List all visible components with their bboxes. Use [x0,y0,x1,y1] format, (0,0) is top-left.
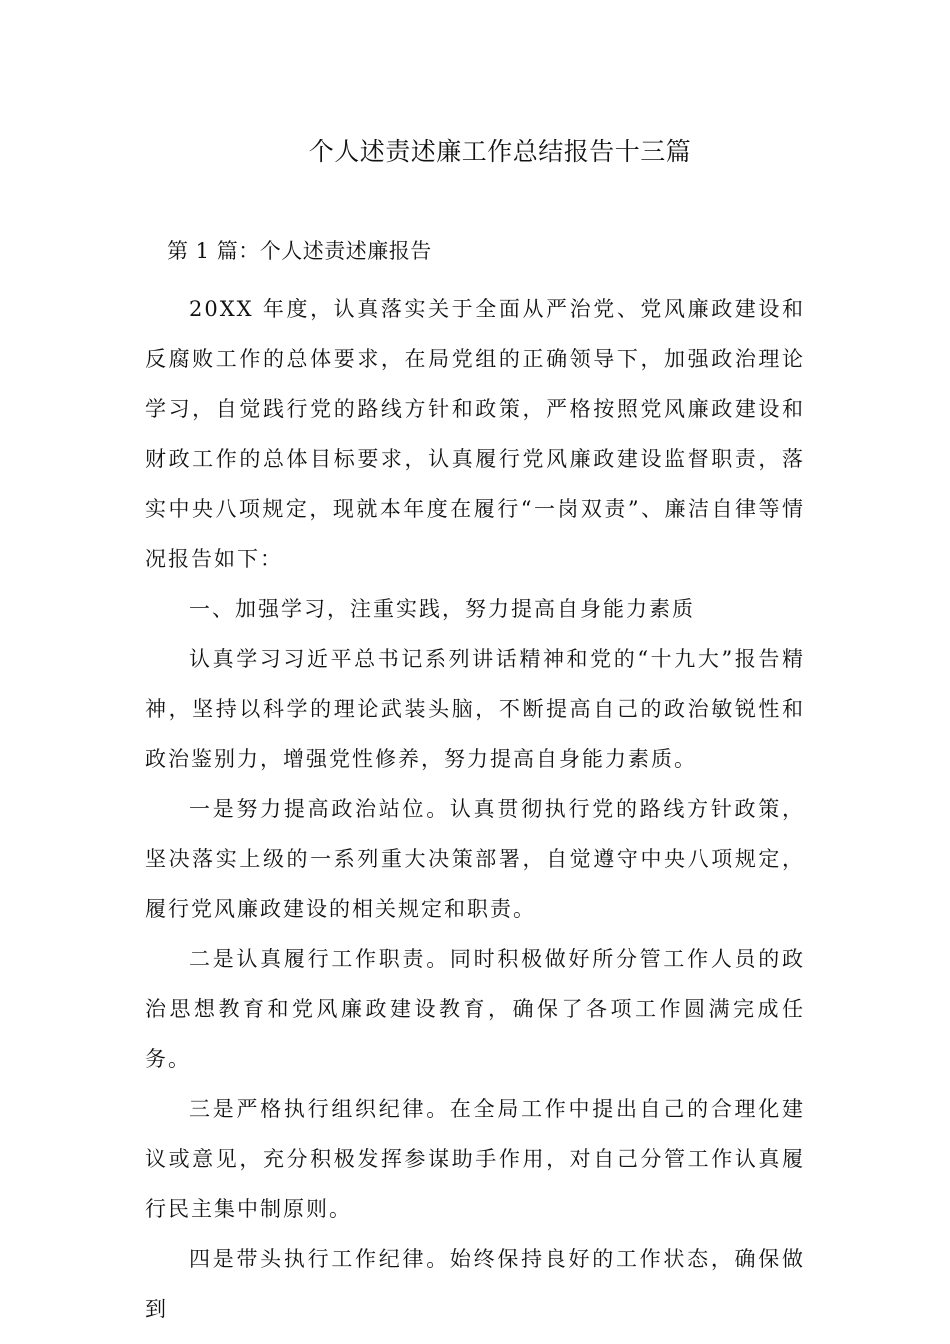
paragraph-study: 认真学习习近平总书记系列讲话精神和党的“十九大”报告精神，坚持以科学的理论武装头脑，不断提高自己的政治敏锐性和政治鉴别力，增强党性修养，努力提高自身能力素质。 [145,647,805,771]
paragraph-intro: 20XX 年度，认真落实关于全面从严治党、党风廉政建设和反腐败工作的总体要求，在局党组的正确领导下，加强政治理论学习，自觉践行党的路线方针和政策，严格按照党风廉政建设和财政工作的总体目标要求，认真履行党风廉政建设监督职责，落实中央八项规定，现就本年度在履行“一岗双责”、廉洁自律等情况报告如下： [145,297,805,571]
paragraph-point-1: 一是努力提高政治站位。认真贯彻执行党的路线方针政策，坚决落实上级的一系列重大决策部署，自觉遵守中央八项规定，履行党风廉政建设的相关规定和职责。 [145,797,805,921]
document-title: 个人述责述廉工作总结报告十三篇 [308,137,692,166]
paragraph-point-2: 二是认真履行工作职责。同时积极做好所分管工作人员的政治思想教育和党风廉政建设教育，确保了各项工作圆满完成任务。 [145,947,805,1071]
section-heading-1: 一、加强学习，注重实践，努力提高自身能力素质 [189,597,695,621]
document-body [145,232,805,1334]
section-subtitle: 第 1 篇：个人述责述廉报告 [167,239,432,263]
paragraph-point-4: 四是带头执行工作纪律。始终保持良好的工作状态，确保做到 [145,1247,805,1321]
paragraph-point-3: 三是严格执行组织纪律。在全局工作中提出自己的合理化建议或意见，充分积极发挥参谋助手作用，对自己分管工作认真履行民主集中制原则。 [145,1097,805,1221]
